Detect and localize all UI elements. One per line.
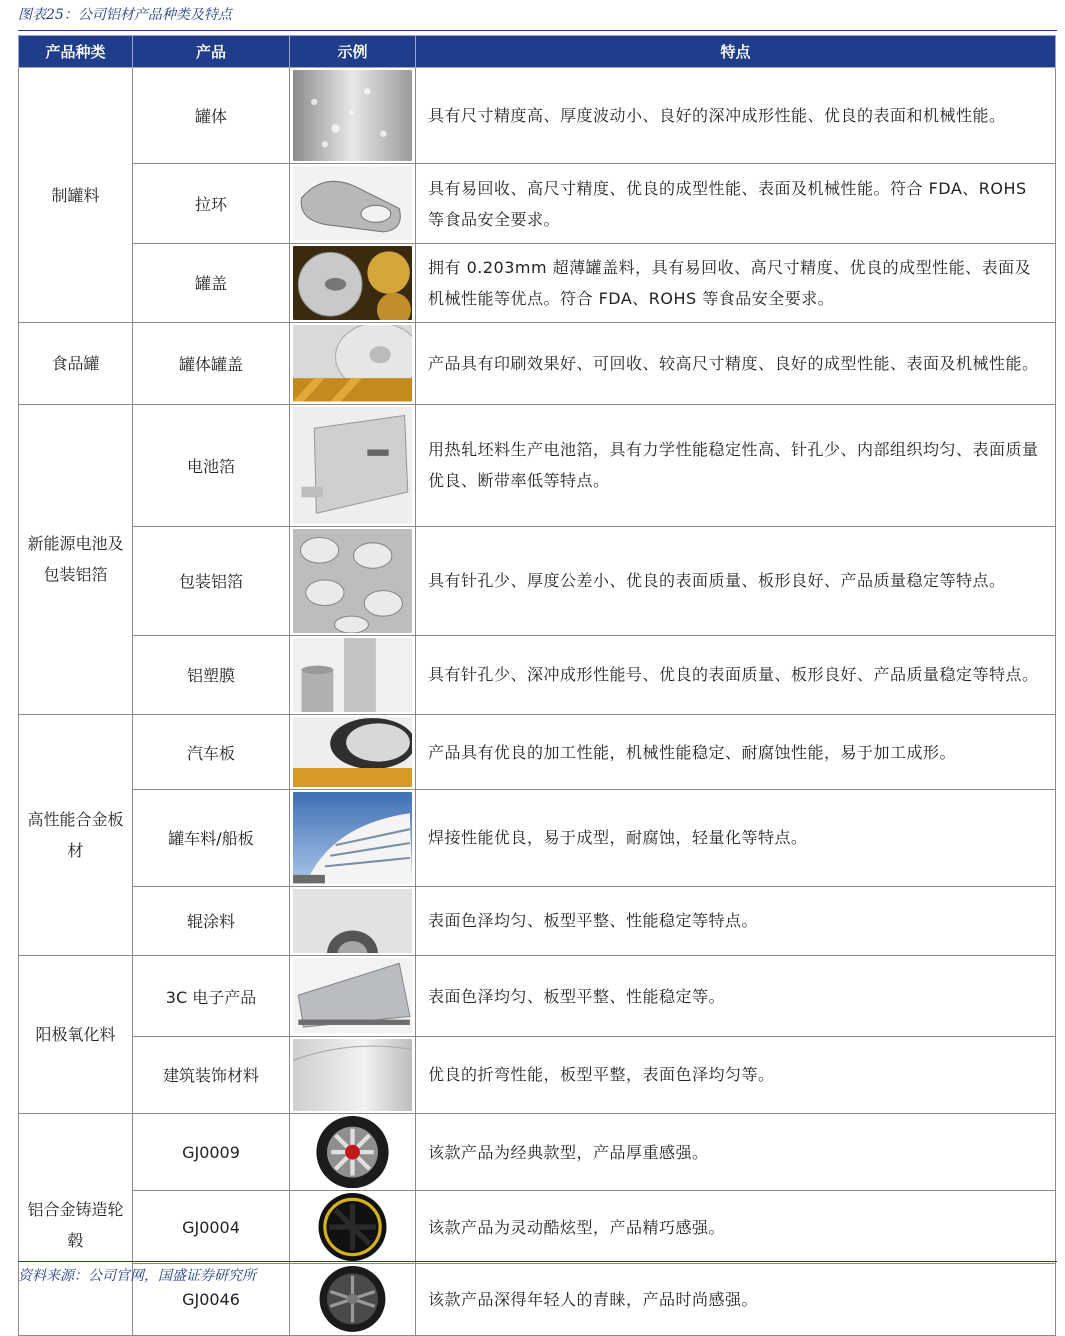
example-image xyxy=(290,68,416,164)
table-row xyxy=(19,243,1056,322)
feature-cell: 产品具有印刷效果好、可回收、较高尺寸精度、良好的成型性能、表面及机械性能。 xyxy=(416,323,1056,405)
feature-cell: 用热轧坯料生产电池箔，具有力学性能稳定性高、针孔少、内部组织均匀、表面质量优良、断带率低等特点。 xyxy=(416,404,1056,526)
category-cell: 制罐料 xyxy=(19,68,133,323)
header-example: 示例 xyxy=(290,36,416,68)
product-cell: GJ0009 xyxy=(133,1114,290,1191)
header-feature: 特点 xyxy=(416,36,1056,68)
table-row xyxy=(19,68,1056,164)
top-rule xyxy=(18,30,1057,31)
foil-rolls-photo xyxy=(293,638,412,712)
category-cell: 食品罐 xyxy=(19,323,133,405)
table-row xyxy=(19,715,1056,790)
example-image xyxy=(290,956,416,1036)
can-lid-photo xyxy=(293,246,412,320)
bottom-rule xyxy=(18,1261,1057,1262)
example-image xyxy=(290,1264,416,1336)
table-row xyxy=(19,404,1056,526)
example-image xyxy=(290,1114,416,1191)
product-cell: 3C 电子产品 xyxy=(133,956,290,1036)
product-cell: 电池箔 xyxy=(133,404,290,526)
can-pull-tab-photo xyxy=(293,166,412,240)
example-image xyxy=(290,715,416,790)
feature-cell: 该款产品深得年轻人的青睐，产品时尚感强。 xyxy=(416,1264,1056,1336)
feature-cell: 该款产品为经典款型，产品厚重感强。 xyxy=(416,1114,1056,1191)
table-row xyxy=(19,886,1056,956)
header-row xyxy=(19,36,1056,68)
example-image xyxy=(290,790,416,886)
product-cell: 铝塑膜 xyxy=(133,635,290,714)
cruise-ship-photo xyxy=(293,792,412,883)
product-table xyxy=(18,35,1056,1336)
category-cell: 新能源电池及包装铝箔 xyxy=(19,404,133,714)
sheet-coil-photo xyxy=(293,1039,412,1111)
table-row xyxy=(19,1191,1056,1264)
example-image xyxy=(290,243,416,322)
product-cell: 包装铝箔 xyxy=(133,526,290,635)
header-category: 产品种类 xyxy=(19,36,133,68)
table-row xyxy=(19,164,1056,243)
product-cell: 汽车板 xyxy=(133,715,290,790)
product-cell: 罐盖 xyxy=(133,243,290,322)
product-cell: 辊涂料 xyxy=(133,886,290,956)
example-image xyxy=(290,886,416,956)
feature-cell: 表面色泽均匀、板型平整、性能稳定等特点。 xyxy=(416,886,1056,956)
table-row xyxy=(19,956,1056,1036)
category-cell: 铝合金铸造轮毂 xyxy=(19,1114,133,1336)
wheel-black-photo xyxy=(293,1266,412,1333)
feature-cell: 产品具有优良的加工性能，机械性能稳定、耐腐蚀性能，易于加工成形。 xyxy=(416,715,1056,790)
example-image xyxy=(290,404,416,526)
category-cell: 高性能合金板材 xyxy=(19,715,133,956)
product-cell: 拉环 xyxy=(133,164,290,243)
product-cell: GJ0046 xyxy=(133,1264,290,1336)
battery-cell-photo xyxy=(293,407,412,524)
feature-cell: 具有针孔少、厚度公差小、优良的表面质量、板形良好、产品质量稳定等特点。 xyxy=(416,526,1056,635)
example-image xyxy=(290,1191,416,1264)
table-row xyxy=(19,323,1056,405)
aluminum-coil-photo xyxy=(293,325,412,402)
product-cell: 罐车料/船板 xyxy=(133,790,290,886)
table-row xyxy=(19,1114,1056,1191)
feature-cell: 拥有 0.203mm 超薄罐盖料，具有易回收、高尺寸精度、优良的成型性能、表面及机械性能等优点。符合 FDA、ROHS 等食品安全要求。 xyxy=(416,243,1056,322)
product-cell: GJ0004 xyxy=(133,1191,290,1264)
category-cell: 阳极氧化料 xyxy=(19,956,133,1114)
feature-cell: 表面色泽均匀、板型平整、性能稳定等。 xyxy=(416,956,1056,1036)
feature-cell: 具有尺寸精度高、厚度波动小、良好的深冲成形性能、优良的表面和机械性能。 xyxy=(416,68,1056,164)
product-cell: 建筑装饰材料 xyxy=(133,1036,290,1113)
coil-on-pallet-photo xyxy=(293,717,412,787)
table-row xyxy=(19,790,1056,886)
feature-cell: 该款产品为灵动酷炫型，产品精巧感强。 xyxy=(416,1191,1056,1264)
table-row xyxy=(19,635,1056,714)
table-row xyxy=(19,1036,1056,1113)
example-image xyxy=(290,635,416,714)
wheel-gold-photo xyxy=(293,1193,412,1261)
laptop-photo xyxy=(293,958,412,1033)
table-row xyxy=(19,526,1056,635)
feature-cell: 具有易回收、高尺寸精度、优良的成型性能、表面及机械性能。符合 FDA、ROHS 等食品安全要求。 xyxy=(416,164,1056,243)
example-image xyxy=(290,526,416,635)
product-cell: 罐体 xyxy=(133,68,290,164)
feature-cell: 优良的折弯性能，板型平整，表面色泽均匀等。 xyxy=(416,1036,1056,1113)
feature-cell: 焊接性能优良，易于成型，耐腐蚀，轻量化等特点。 xyxy=(416,790,1056,886)
example-image xyxy=(290,164,416,243)
feature-cell: 具有针孔少、深冲成形性能号、优良的表面质量、板形良好、产品质量稳定等特点。 xyxy=(416,635,1056,714)
blister-pack-photo xyxy=(293,529,412,633)
aluminum-can-body-photo xyxy=(293,70,412,161)
example-image xyxy=(290,1036,416,1113)
example-image xyxy=(290,323,416,405)
product-cell: 罐体罐盖 xyxy=(133,323,290,405)
coated-coil-photo xyxy=(293,889,412,954)
figure-caption: 图表25：公司铝材产品种类及特点 xyxy=(18,7,232,23)
source-note: 资料来源：公司官网，国盛证券研究所 xyxy=(18,1268,256,1284)
wheel-red-center-photo xyxy=(293,1116,412,1188)
header-product: 产品 xyxy=(133,36,290,68)
